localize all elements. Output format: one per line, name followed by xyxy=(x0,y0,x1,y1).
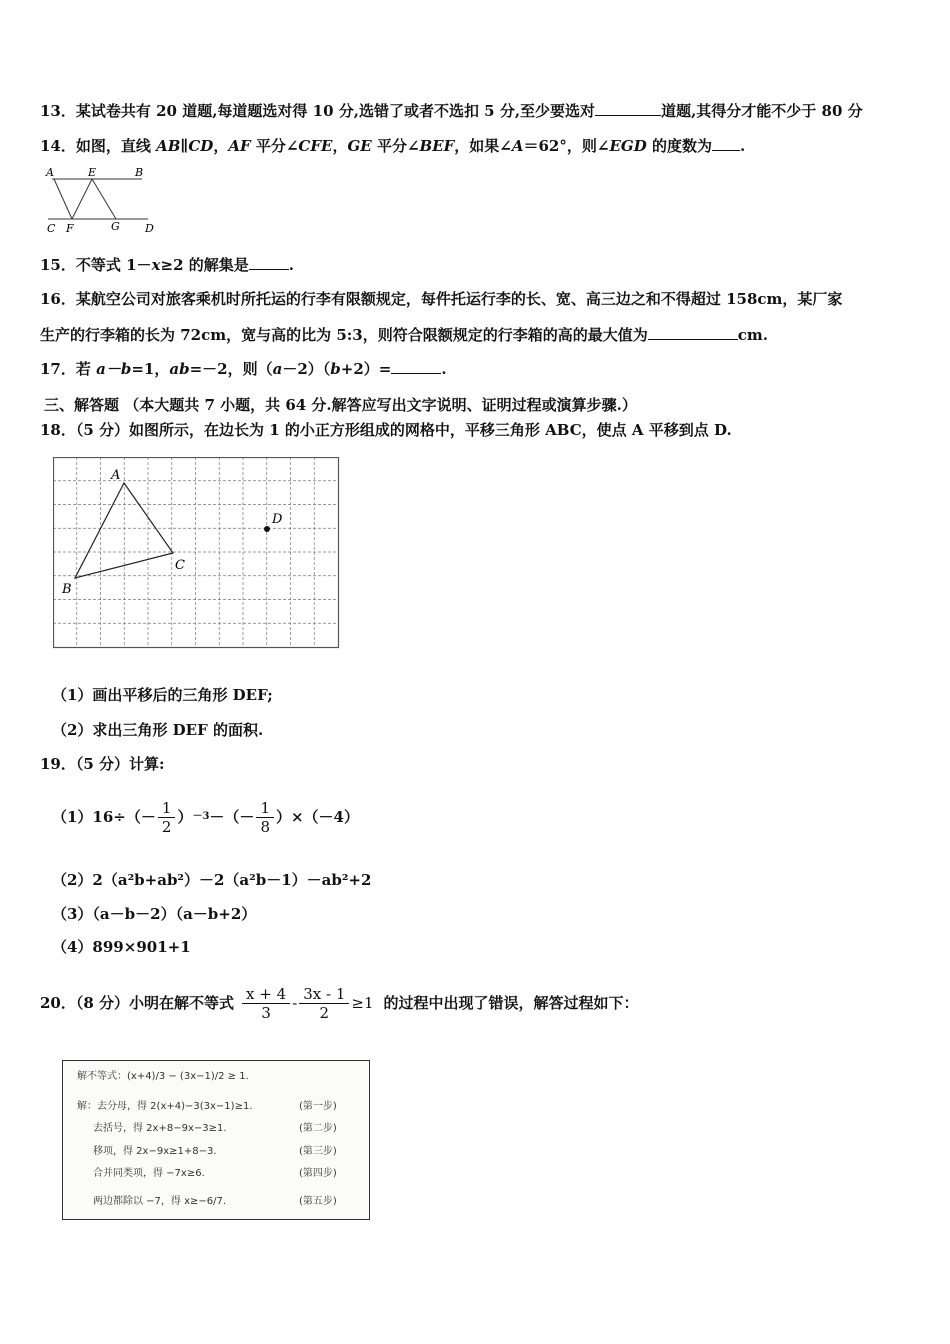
q14-ge: GE xyxy=(347,137,372,155)
question-19: 19．（5 分）计算: xyxy=(40,755,165,773)
frac-den: 3 xyxy=(261,1003,271,1022)
ge-sign: ≥1 xyxy=(351,994,374,1012)
q13-blank xyxy=(595,101,661,116)
q13-text-b: 道题,其得分才能不少于 80 分 xyxy=(661,102,863,120)
q16-unit: cm. xyxy=(737,326,768,344)
scan-row-4: 移项，得 2x−9x≥1+8−3. xyxy=(93,1146,217,1157)
q20-label: 20．（8 分）小明在解不等式 xyxy=(40,994,235,1012)
section-3-heading: 三、解答题 （本大题共 7 小题，共 64 分.解答应写出文字说明、证明过程或演算步骤.） xyxy=(44,396,637,414)
q14-blank xyxy=(712,136,740,151)
fig14-label-a: A xyxy=(46,166,54,179)
q17-eq: =1， xyxy=(131,360,170,378)
q15-var: x xyxy=(151,256,161,274)
q14-end: . xyxy=(739,137,746,155)
question-13 xyxy=(40,101,863,121)
q15-prefix: 15．不等式 1－ xyxy=(40,256,152,274)
fraction-eighth xyxy=(256,799,274,836)
fig14-label-d: D xyxy=(145,222,154,235)
q16-blank xyxy=(648,325,738,340)
q17-expr: a－b xyxy=(96,360,132,378)
q18-sub-1: （1）画出平移后的三角形 DEF; xyxy=(52,686,273,704)
point-d xyxy=(264,526,270,532)
fraction-half xyxy=(158,799,176,836)
scan-row-1: 解不等式：(x+4)/3 − (3x−1)/2 ≥ 1. xyxy=(77,1071,249,1082)
frac-num: 1 xyxy=(158,799,176,818)
q14-sep: ， xyxy=(332,137,348,155)
q14-cfe: CFE xyxy=(298,137,333,155)
scan-step-1: (第一步) xyxy=(299,1101,337,1112)
scan-row-5: 合并同类项，得 −7x≥6. xyxy=(93,1168,205,1179)
frac-den: 2 xyxy=(161,817,172,836)
scan-row-3: 去括号，得 2x+8−9x−3≥1. xyxy=(93,1123,227,1134)
q19-part-2: （2）2（a²b+ab²）－2（a²b－1）－ab²+2 xyxy=(52,871,372,889)
q14-mid: ，如果∠ xyxy=(454,137,512,155)
question-16-line-1: 16．某航空公司对旅客乘机时所托运的行李有限额规定，每件托运行李的长、宽、高三边之和不得超过 158cm，某厂家 xyxy=(40,290,843,308)
q19-part-4: （4）899×901+1 xyxy=(52,938,191,956)
q14-suffix: 的度数为 xyxy=(646,137,712,155)
q14-lines: AB∥CD xyxy=(156,137,214,155)
q15-blank xyxy=(249,255,289,270)
figure-18-grid xyxy=(53,457,343,652)
q17-var: b xyxy=(330,360,341,378)
question-20 xyxy=(40,968,639,1038)
q17-eq: =－2，则（ xyxy=(189,360,273,378)
q15-cond: ≥2 的解集是 xyxy=(160,256,249,274)
scan-step-2: (第二步) xyxy=(299,1123,337,1134)
question-17 xyxy=(40,359,447,379)
fig14-label-f: F xyxy=(66,222,74,235)
question-15 xyxy=(40,255,294,275)
fig18-label-b: B xyxy=(62,582,72,597)
q14-value: ＝62° xyxy=(523,137,567,155)
frac-num: x + 4 xyxy=(242,985,290,1004)
q17-var: a xyxy=(272,360,283,378)
scan-row-6: 两边都除以 −7，得 x≥−6/7. xyxy=(93,1196,227,1207)
q19-p1-mid2: －（－ xyxy=(209,808,255,826)
q17-expr: ab xyxy=(169,360,190,378)
fig18-label-c: C xyxy=(175,558,185,573)
question-16-line-2 xyxy=(40,325,768,345)
fig18-label-d: D xyxy=(272,512,283,527)
question-18: 18．（5 分）如图所示，在边长为 1 的小正方形组成的网格中，平移三角形 ABC，使点 A 平移到点 D. xyxy=(40,421,732,439)
q17-prefix: 17．若 xyxy=(40,360,97,378)
q19-p1-label: （1）16÷（－ xyxy=(52,808,156,826)
q14-egd: EGD xyxy=(609,137,647,155)
q20-after: 的过程中出现了错误，解答过程如下： xyxy=(383,994,639,1012)
frac-den: 2 xyxy=(319,1003,330,1022)
q14-bef: BEF xyxy=(419,137,455,155)
q14-angle-a: A xyxy=(511,137,524,155)
q16-text: 生产的行李箱的长为 72cm，宽与高的比为 5:3，则符合限额规定的行李箱的高的最大值为 xyxy=(40,326,648,344)
q14-mid: ，则∠ xyxy=(566,137,610,155)
q14-mid: 平分∠ xyxy=(250,137,299,155)
fraction-1 xyxy=(242,985,290,1022)
q18-sub-2: （2）求出三角形 DEF 的面积. xyxy=(52,721,264,739)
q17-end: . xyxy=(441,360,447,378)
q19-part-3: （3）（a－b－2）（a－b+2） xyxy=(52,905,257,923)
exponent: －3 xyxy=(192,811,210,822)
q17-blank xyxy=(391,359,441,374)
scan-step-3: (第三步) xyxy=(299,1146,337,1157)
fig14-label-g: G xyxy=(111,220,120,233)
q19-p1-end: ）×（－4） xyxy=(275,808,359,826)
figure-14 xyxy=(44,163,164,238)
q19-p1-mid: ） xyxy=(177,808,193,826)
fig14-label-e: E xyxy=(88,166,97,179)
q17-op: +2）= xyxy=(340,360,392,378)
q13-text: 13．某试卷共有 20 道题,每道题选对得 10 分,选错了或者不选扣 5 分,至少要选对 xyxy=(40,102,596,120)
scanned-solution-box xyxy=(62,1060,370,1220)
fraction-2 xyxy=(299,985,349,1022)
fig18-label-a: A xyxy=(111,468,121,483)
frac-den: 8 xyxy=(260,817,270,836)
fig14-label-b: B xyxy=(135,166,144,179)
q14-sep: ， xyxy=(213,137,229,155)
fig14-label-c: C xyxy=(47,222,56,235)
q15-end: . xyxy=(288,256,294,274)
q17-op: －2）（ xyxy=(282,360,331,378)
scan-step-4: (第四步) xyxy=(299,1168,337,1179)
frac-num: 3x - 1 xyxy=(299,985,349,1004)
q19-part-1 xyxy=(52,792,359,842)
question-14 xyxy=(40,136,745,156)
q14-mid: 平分∠ xyxy=(371,137,420,155)
q14-af: AF xyxy=(228,137,251,155)
frac-num: 1 xyxy=(256,799,274,818)
scan-step-5: (第五步) xyxy=(299,1196,337,1207)
minus-sign: - xyxy=(292,994,298,1012)
scan-row-2: 解：去分母，得 2(x+4)−3(3x−1)≥1. xyxy=(77,1101,253,1112)
q14-prefix: 14．如图，直线 xyxy=(40,137,157,155)
